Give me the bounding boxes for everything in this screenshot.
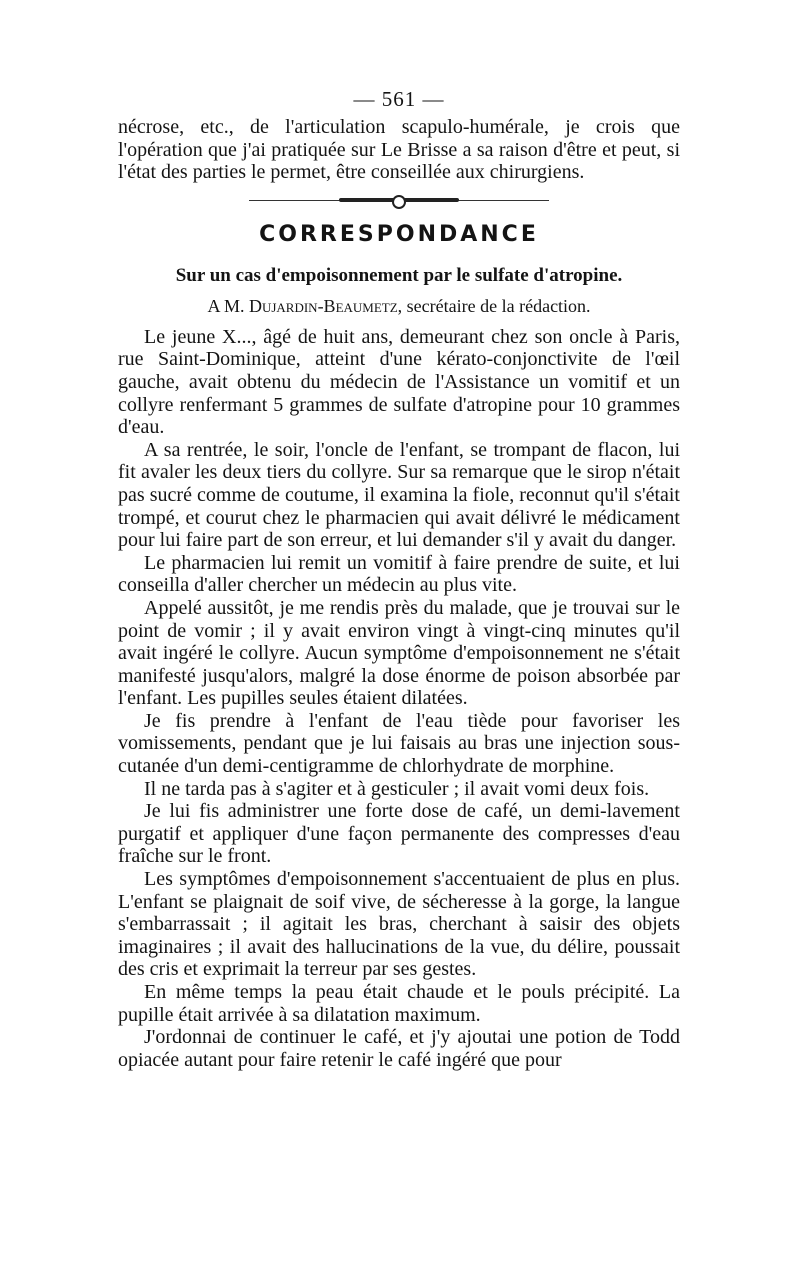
body-paragraph: A sa rentrée, le soir, l'oncle de l'enfant, se trompant de flacon, lui fit avaler les deux tiers du collyre. Sur sa remarque que le sirop n'était pas sucré comme de coutume, il examina la fiole, reconnut qu'il s'était trompé, et courut chez le pharmacien qui avait délivré le médicament pour lui faire part de son erreur, et lui demander s'il y avait du danger.	[118, 438, 680, 552]
body-paragraph: En même temps la peau était chaude et le pouls précipité. La pupille était arrivée à sa dilatation maximum.	[118, 981, 680, 1026]
address-prefix: A M.	[207, 295, 245, 316]
body-paragraph: J'ordonnai de continuer le café, et j'y ajoutai une potion de Todd opiacée autant pour faire retenir le café ingéré que pour	[118, 1026, 680, 1071]
section-title: CORRESPONDANCE	[259, 221, 539, 247]
body-paragraph: Les symptômes d'empoisonnement s'accentuaient de plus en plus. L'enfant se plaignait de soif vive, de sécheresse à la gorge, la langue s'embarrassait ; il agitait les bras, cherchant à saisir des objets imaginaires ; il avait des hallucinations de la vue, du délire, poussait des cris et exprimait la terreur par ses gestes.	[118, 868, 680, 981]
address-suffix: , secrétaire de la rédaction.	[397, 295, 591, 316]
page-number: — 561 —	[353, 87, 445, 111]
journal-page	[118, 84, 680, 1071]
body-paragraph: Appelé aussitôt, je me rendis près du malade, que je trouvai sur le point de vomir ; il y avait environ vingt à vingt-cinq minutes qu'il avait ingéré le collyre. Aucun symptôme d'empoisonnement ne s'était manifesté jusqu'alors, malgré la dose énorme de poison absorbée par l'enfant. Les pupilles seules étaient dilatées.	[118, 596, 680, 710]
address-name: Dujardin-Beaumetz	[248, 295, 398, 316]
section-divider-ornament	[249, 190, 549, 210]
article-subtitle: Sur un cas d'empoisonnement par le sulfate d'atropine.	[175, 264, 623, 286]
body-paragraph: Il ne tarda pas à s'agiter et à gesticuler ; il avait vomi deux fois.	[144, 777, 650, 800]
body-paragraph: Le pharmacien lui remit un vomitif à faire prendre de suite, et lui conseilla d'aller chercher un médecin au plus vite.	[118, 551, 680, 597]
body-paragraph: Je lui fis administrer une forte dose de café, un demi-lavement purgatif et appliquer d'une façon permanente des compresses d'eau fraîche sur le front.	[118, 800, 680, 868]
intro-paragraph: nécrose, etc., de l'articulation scapulo-humérale, je crois que l'opération que j'ai pratiquée sur Le Brisse a sa raison d'être et peut, si l'état des parties le permet, être conseillée aux chirurgiens.	[118, 116, 680, 184]
body-paragraph: Je fis prendre à l'enfant de l'eau tiède pour favoriser les vomissements, pendant que je lui faisais au bras une injection sous-cutanée d'un demi-centigramme de chlorhydrate de morphine.	[118, 709, 680, 778]
letter-address	[118, 294, 680, 318]
body-paragraph: Le jeune X..., âgé de huit ans, demeurant chez son oncle à Paris, rue Saint-Dominique, atteint d'une kérato-conjonctivite de l'œil gauche, avait obtenu du médecin de l'Assistance un vomitif et un collyre renfermant 5 grammes de sulfate d'atropine pour 10 grammes d'eau.	[118, 325, 680, 439]
